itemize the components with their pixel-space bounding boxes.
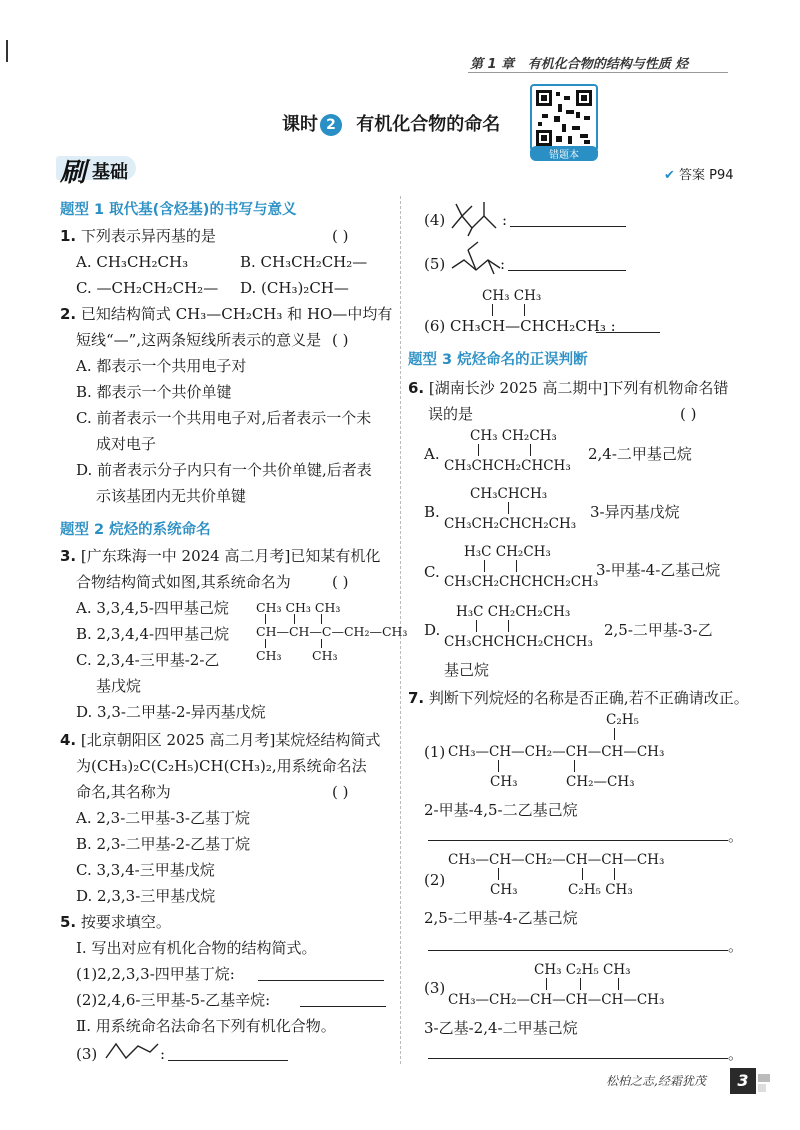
answer-line[interactable] [508,270,626,271]
group-heading-1: 题型 1 取代基(含烃基)的书写与意义 [60,202,297,218]
answer-bracket[interactable]: ( ) [332,573,349,591]
period: 。 [728,1045,744,1063]
skeletal-formula-3 [104,1036,160,1062]
skeletal-formula-5 [448,240,504,280]
page-corner-decor [758,1074,770,1082]
question-5-part-2: (2)2,4,6-三甲基-5-乙基辛烷: [76,991,271,1009]
option-c[interactable]: C. 前者表示一个共用电子对,后者表示一个未 [76,409,372,427]
option-a[interactable]: A. CH₃CH₂CH₃ [76,253,189,271]
question-4-line-2: 为(CH₃)₂C(C₂H₅)CH(CH₃)₂,用系统命名法 [76,757,367,775]
question-2-line-2: 短线“—”,这两条短线所表示的意义是 [76,331,322,349]
question-5-part-4: (4) [424,211,446,229]
question-5-part-1: (1)2,2,3,3-四甲基丁烷: [76,965,235,983]
answer-line[interactable] [300,1006,386,1007]
option-d[interactable]: D. 3,3-二甲基-2-异丙基戊烷 [76,703,266,721]
footer-motto: 松柏之志,经霜犹茂 [606,1074,706,1088]
option-b[interactable]: B. 都表示一个共价单键 [76,383,232,401]
option-b[interactable]: B. 2,3,4,4-四甲基己烷 [76,625,230,643]
question-3-line-2: 合物结构简式如图,其系统命名为 [76,573,291,591]
question-3: 3. [广东珠海一中 2024 高二月考]已知某有机化 [60,547,381,565]
colon: : [500,255,506,273]
page-number: 3 [730,1068,756,1094]
question-1: 1. 下列表示异丙基的是 [60,227,216,245]
question-7: 7. 判断下列烷烃的名称是否正确,若不正确请改正。 [408,689,749,707]
answer-line[interactable] [428,950,728,951]
lesson-title: 课时 2 有机化合物的命名 [282,114,501,135]
question-2: 2. 已知结构简式 CH₃—CH₂CH₃ 和 HO—中均有 [60,305,393,323]
option-a[interactable]: A. 3,3,4,5-四甲基己烷 [76,599,229,617]
page-corner-decor [758,1084,766,1092]
option-b[interactable]: B. 2,3-二甲基-2-乙基丁烷 [76,835,251,853]
given-name-1: 2-甲基-4,5-二乙基己烷 [424,801,578,819]
option-d-cont: 示该基团内无共价单键 [96,487,247,505]
answer-bracket[interactable]: ( ) [680,405,697,423]
option-a[interactable]: A. 都表示一个共用电子对 [76,357,247,375]
group-heading-3: 题型 3 烷烃命名的正误判断 [408,352,588,368]
option-c-cont: 成对电子 [96,435,157,453]
option-c-cont: 基戊烷 [96,677,142,695]
answer-line[interactable] [428,840,728,841]
option-a[interactable]: A. 2,3-二甲基-3-乙基丁烷 [76,809,250,827]
answer-bracket[interactable]: ( ) [332,227,349,245]
option-c[interactable]: C. 2,3,4-三甲基-2-乙 [76,651,220,669]
answer-line[interactable] [510,226,626,227]
question-5-part-5: (5) [424,255,446,273]
group-heading-2: 题型 2 烷烃的系统命名 [60,522,211,538]
part-ii-heading: Ⅱ. 用系统命名法命名下列有机化合物。 [76,1017,336,1035]
option-c[interactable]: C. 3,3,4-三甲基戊烷 [76,861,215,879]
option-c[interactable]: C. —CH₂CH₂CH₂— [76,279,219,297]
chapter-title: 有机化合物的结构与性质 烃 [527,57,689,72]
answer-bracket[interactable]: ( ) [332,331,349,349]
page-margin-mark [6,40,8,62]
answer-line[interactable] [428,1058,728,1059]
period: 。 [728,827,744,845]
header-rule [468,72,728,73]
question-5-part-3: (3) [76,1045,98,1063]
qr-pattern-icon [536,90,592,146]
answer-bracket[interactable]: ( ) [332,783,349,801]
option-d[interactable]: D. 前者表示分子内只有一个共价单键,后者表 [76,461,372,479]
check-icon: ✔ [664,168,675,183]
chapter-number: 第 1 章 [470,57,515,72]
question-4-line-3: 命名,其名称为 [76,783,171,801]
answer-line[interactable] [596,332,660,333]
qr-code[interactable] [530,84,598,152]
lesson-number-badge: 2 [320,114,342,136]
colon: : [160,1045,166,1063]
option-d[interactable]: D. 2,3,3-三甲基戊烷 [76,887,216,905]
given-name-3: 3-乙基-2,4-二甲基己烷 [424,1019,578,1037]
option-d[interactable]: D. (CH₃)₂CH— [240,279,349,297]
section-header: 刷 基础 [56,152,142,182]
given-name-2: 2,5-二甲基-4-乙基己烷 [424,909,578,927]
option-b[interactable]: B. CH₃CH₂CH₂— [240,253,368,271]
question-4: 4. [北京朝阳区 2025 高二月考]某烷烃结构简式 [60,731,381,749]
skeletal-formula-4 [448,198,508,238]
part-i-heading: Ⅰ. 写出对应有机化合物的结构简式。 [76,939,317,957]
answer-line[interactable] [168,1060,288,1061]
running-header [470,53,688,72]
question-6-line-2: 误的是 [428,405,474,423]
question-5: 5. 按要求填空。 [60,913,171,931]
qr-caption: 错题本 [530,146,598,161]
answer-reference: ✔ 答案 P94 [664,168,734,183]
period: 。 [728,937,744,955]
colon: : [502,211,508,229]
question-5-part-6: (6) CH₃CH—CHCH₂CH₃ : [424,317,616,335]
question-6: 6. [湖南长沙 2025 高二期中]下列有机物命名错 [408,379,729,397]
answer-line[interactable] [258,980,384,981]
